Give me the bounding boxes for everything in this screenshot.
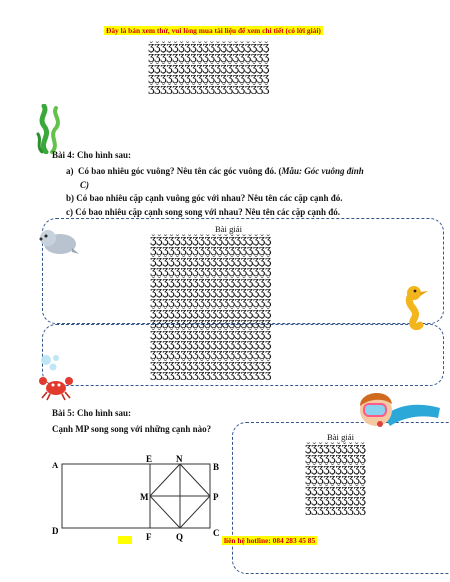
dot-line: ǮǮǮǮǮǮǮǮǮǮǮǮǮǮǮǮǮǮǮǮ [150, 296, 271, 311]
dot-line: ǮǮǮǮǮǮǮǮǮǮǮǮǮǮǮǮǮǮǮǮ [150, 244, 271, 259]
dotted-answer-block-exercise5 [305, 444, 365, 517]
exercise5-answer-title: Bài giải [327, 432, 354, 442]
point-label-M: M [140, 492, 149, 502]
point-label-N: N [176, 454, 183, 464]
dot-line: ǮǮǮǮǮǮǮǮǮǮǮǮǮǮǮǮǮǮǮǮ [148, 72, 269, 87]
exercise4-title: Bài 4: Cho hình sau: [52, 150, 132, 160]
crab-icon [38, 352, 74, 408]
point-label-C: C [213, 528, 220, 538]
seaweed-icon [34, 104, 64, 154]
dot-line: ǮǮǮǮǮǮǮǮǮǮǮǮǮǮǮǮǮǮǮǮ [150, 275, 271, 290]
dot-line: ǮǮǮǮǮǮǮǮǮǮ [305, 462, 366, 477]
point-label-Q: Q [176, 532, 184, 542]
dot-line: ǮǮǮǮǮǮǮǮǮǮ [305, 452, 366, 467]
header-banner: Đây là bản xem thử, vui lòng mua tài liệu để xem chi tiết (có lời giải) [106, 26, 321, 35]
point-label-D: D [52, 526, 59, 536]
dot-line: ǮǮǮǮǮǮǮǮǮǮǮǮǮǮǮǮǮǮǮǮ [150, 254, 271, 269]
dot-line: ǮǮǮǮǮǮǮǮǮǮǮǮǮǮǮǮǮǮǮǮ [148, 41, 269, 55]
dot-line: ǮǮǮǮǮǮǮǮǮǮǮǮǮǮǮǮǮǮǮǮ [148, 82, 269, 97]
seahorse-icon [400, 283, 430, 333]
footer-banner-left-fragment [118, 536, 132, 544]
line-NP [180, 464, 210, 496]
point-label-A: A [52, 460, 59, 470]
dot-line: ǮǮǮǮǮǮǮǮǮǮǮǮǮǮǮǮǮǮǮǮ [148, 51, 269, 66]
dot-line: ǮǮǮǮǮǮǮǮǮǮ [305, 504, 366, 519]
exercise5-question: Cạnh MP song song với những cạnh nào? [52, 424, 212, 434]
exercise4-question-a-cont: C) [80, 180, 89, 190]
dot-line: ǮǮǮǮǮǮǮǮǮǮǮǮǮǮǮǮǮǮǮǮ [150, 327, 271, 342]
dot-line: ǮǮǮǮǮǮǮǮǮǮǮǮǮǮǮǮǮǮǮǮ [150, 317, 271, 332]
exercise4-question-c: c) Có bao nhiêu cặp cạnh song song với nhau? Nêu tên các cặp cạnh đó. [66, 207, 341, 217]
dot-line: ǮǮǮǮǮǮǮǮǮǮǮǮǮǮǮǮǮǮǮǮ [150, 306, 271, 321]
exercise4-answer-title: Bài giải [215, 224, 242, 234]
point-label-P: P [213, 492, 219, 502]
dotted-answer-block-top [148, 43, 269, 95]
dot-line: ǮǮǮǮǮǮǮǮǮǮǮǮǮǮǮǮǮǮǮǮ [148, 61, 269, 76]
dot-line: ǮǮǮǮǮǮǮǮǮǮ [305, 494, 366, 509]
point-label-E: E [146, 454, 153, 464]
geometry-figure [48, 452, 230, 546]
exercise4-question-a: a) Có bao nhiêu góc vuông? Nêu tên các góc vuông đó. (Mẫu: Góc vuông đỉnh [66, 166, 364, 176]
dot-line: ǮǮǮǮǮǮǮǮǮǮ [305, 442, 366, 456]
exercise5-title: Bài 5: Cho hình sau: [52, 408, 132, 418]
seal-icon [38, 224, 80, 258]
dot-line: ǮǮǮǮǮǮǮǮǮǮǮǮǮǮǮǮǮǮǮǮ [150, 338, 271, 353]
diver-kid-icon [354, 384, 444, 440]
line-QM [150, 496, 180, 528]
point-label-B: B [213, 462, 220, 472]
dot-line: ǮǮǮǮǮǮǮǮǮǮǮǮǮǮǮǮǮǮǮǮ [150, 348, 271, 363]
exercise4-question-b: b) Có bao nhiêu cặp cạnh vuông góc với nhau? Nêu tên các cặp cạnh đó. [66, 193, 343, 203]
line-MN [150, 464, 180, 496]
point-label-F: F [146, 532, 152, 542]
dotted-answer-block-exercise4 [150, 236, 271, 382]
line-PQ [180, 496, 210, 528]
dot-line: ǮǮǮǮǮǮǮǮǮǮ [305, 473, 366, 488]
dot-line: ǮǮǮǮǮǮǮǮǮǮǮǮǮǮǮǮǮǮǮǮ [150, 369, 271, 384]
dot-line: ǮǮǮǮǮǮǮǮǮǮǮǮǮǮǮǮǮǮǮǮ [150, 358, 271, 373]
dot-line: ǮǮǮǮǮǮǮǮǮǮǮǮǮǮǮǮǮǮǮǮ [150, 265, 271, 280]
dot-line: ǮǮǮǮǮǮǮǮǮǮ [305, 483, 366, 498]
dot-line: ǮǮǮǮǮǮǮǮǮǮǮǮǮǮǮǮǮǮǮǮ [150, 234, 271, 248]
dot-line: ǮǮǮǮǮǮǮǮǮǮǮǮǮǮǮǮǮǮǮǮ [150, 286, 271, 301]
footer-banner: liên hệ hotline: 084 283 45 85 [224, 536, 316, 545]
